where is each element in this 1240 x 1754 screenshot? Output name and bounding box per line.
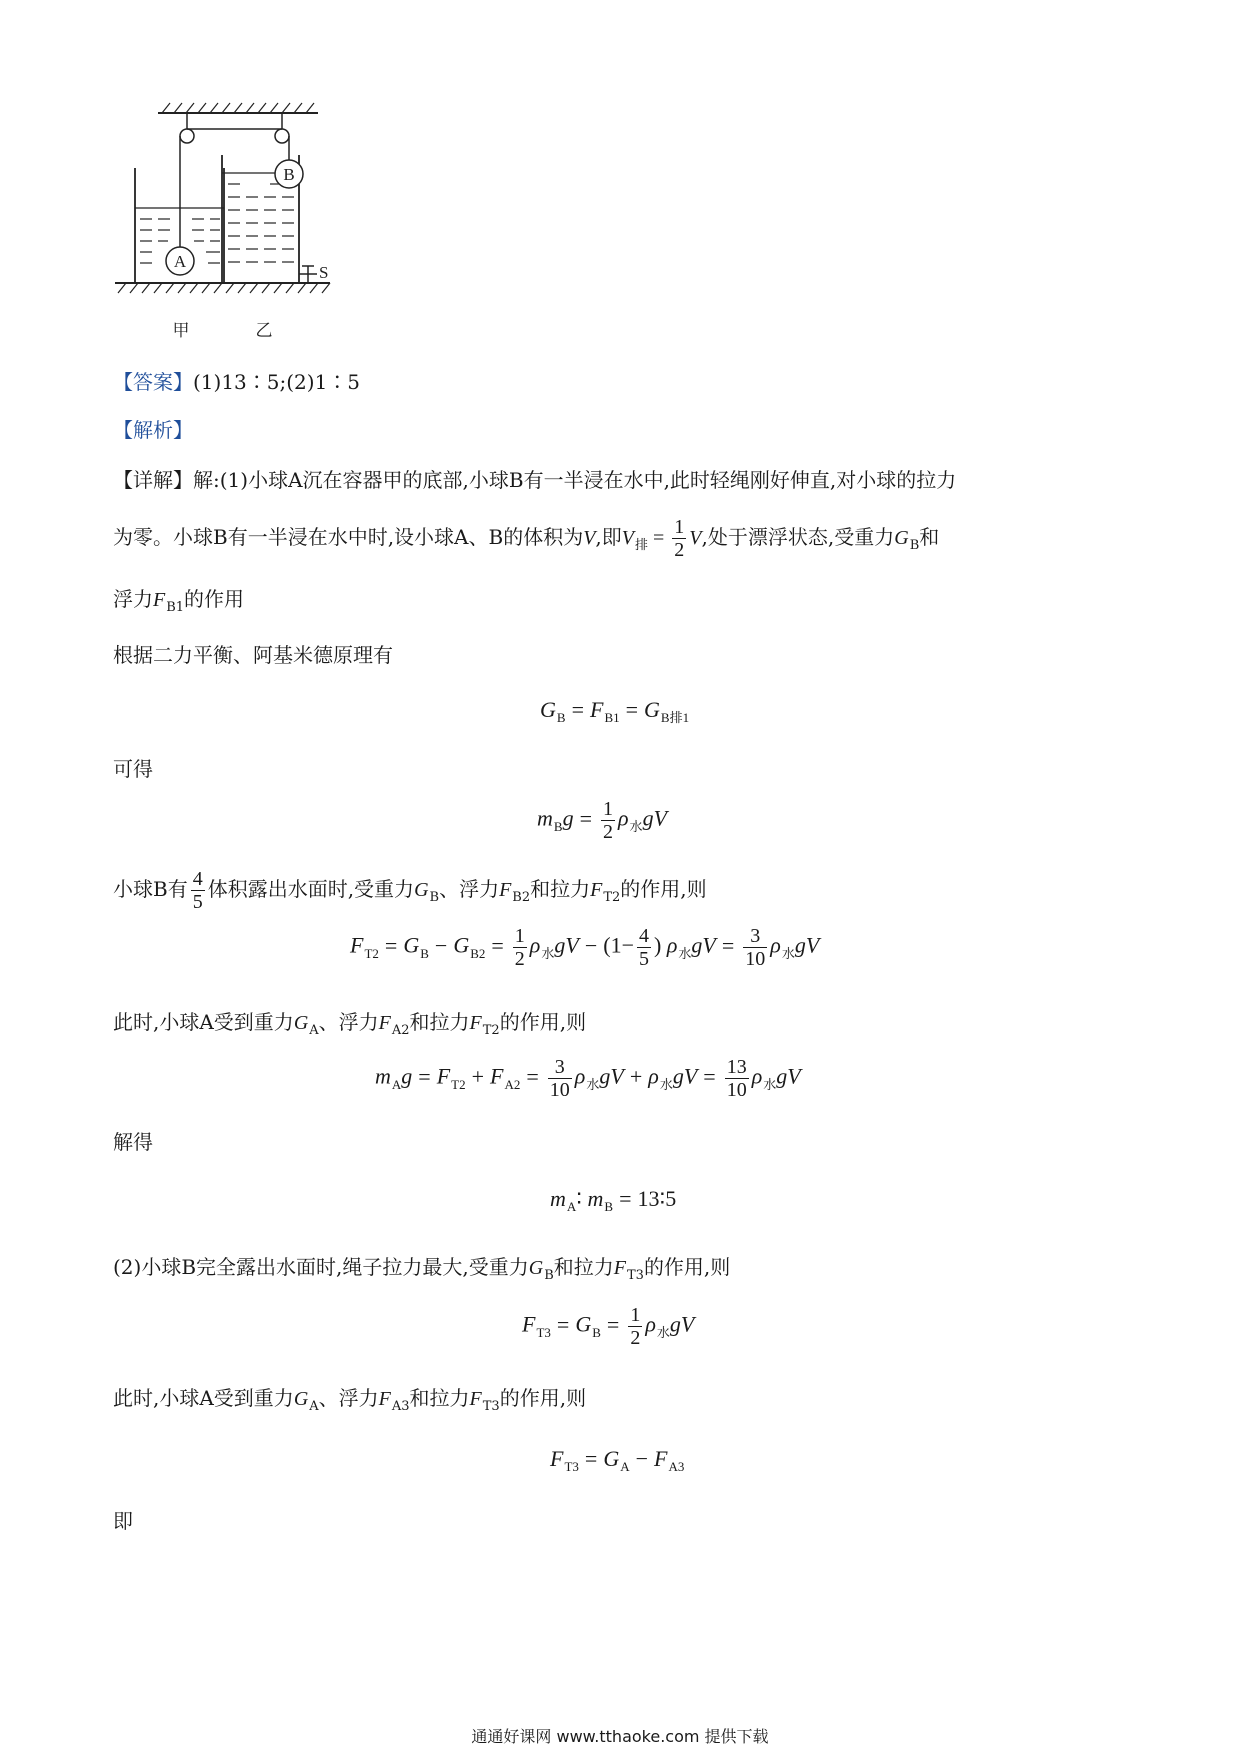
jiede-line: 解得	[113, 1130, 153, 1154]
ballb-text-b: 体积露出水面时,受重力	[207, 877, 415, 901]
container-yi-label: 乙	[255, 321, 273, 341]
fraction-half: $\frac{1}{2}$	[674, 516, 685, 561]
ball-a-label: A	[173, 252, 187, 271]
part2-text-b: 和拉力	[553, 1255, 614, 1279]
part2-line: (2)小球B完全露出水面时,绳子拉力最大,受重力$G_B$和拉力$F_{T3}$的作用,则	[113, 1255, 731, 1283]
answer-tag: 【答案】	[113, 370, 193, 394]
cishi2-text-c: 和拉力	[409, 1386, 470, 1410]
pulley-right	[275, 129, 289, 143]
detail-text-2a: 为零。小球B有一半浸在水中时,设小球A、B的体积为	[113, 525, 584, 549]
pulley-left	[180, 129, 194, 143]
analysis-tag: 【解析】	[113, 418, 193, 442]
sub-b2: B2	[512, 890, 531, 905]
cishi-line-2: 此时,小球A受到重力$G_A$、浮力$F_{A3}$和拉力$F_{T3}$的作用,则	[113, 1386, 587, 1414]
cishi1-text-a: 此时,小球A受到重力	[113, 1010, 294, 1034]
ji-line: 即	[113, 1509, 133, 1533]
cishi2-text-a: 此时,小球A受到重力	[113, 1386, 294, 1410]
sub-shui: 水	[656, 1324, 670, 1340]
part2-text-a: (2)小球B完全露出水面时,绳子拉力最大,受重力	[113, 1255, 529, 1279]
sub-t3: T3	[536, 1324, 551, 1340]
sub-b: B	[604, 1199, 614, 1214]
equation-5: $m_A∶$ $m_B$ = 13∶5	[550, 1186, 677, 1214]
cishi2-text-b: 、浮力	[318, 1386, 379, 1410]
sub-b1: B1	[604, 710, 620, 725]
sub-b2: B2	[470, 945, 486, 961]
sub-t3: T3	[482, 1399, 500, 1414]
ballb-text-d: 和拉力	[530, 877, 591, 901]
sub-b: B	[556, 710, 566, 725]
footer-text: 通通好课网 www.tthaoke.com 提供下载	[471, 1727, 769, 1746]
physics-diagram	[110, 100, 390, 350]
ball-b-label: B	[283, 165, 295, 184]
sub-shui: 水	[763, 1076, 777, 1092]
ballb-text-a: 小球B有	[113, 877, 188, 901]
equation-2: $m_Bg$ = $\frac{1}{2}$ $\rho_水gV$	[537, 798, 668, 843]
container-jia-label: 甲	[172, 321, 190, 341]
cishi1-text-c: 和拉力	[409, 1010, 470, 1034]
detail-line-2: 为零。小球B有一半浸在水中时,设小球A、B的体积为V,即$V_排$ = $\frac{1}{2}$ V,处于漂浮状态,受重力$G_B$和	[113, 516, 940, 561]
ballb-text-c: 、浮力	[439, 877, 500, 901]
answer-line	[113, 368, 360, 396]
sub-pai: 排	[635, 538, 649, 553]
detail-text-3b: 的作用	[184, 587, 245, 611]
sub-b1: B1	[166, 600, 185, 615]
sub-b: B	[553, 818, 563, 834]
sub-shui: 水	[541, 945, 555, 961]
detail-text-2b: ,即	[595, 525, 622, 549]
cishi1-text-d: 的作用,则	[499, 1010, 587, 1034]
sub-b: B	[429, 890, 440, 905]
sub-a: A	[309, 1399, 319, 1414]
equation-7: $F_{T3} = G_A - F_{A3}$	[550, 1446, 685, 1474]
detail-text-2d: 和	[919, 525, 940, 549]
detail-tag: 【详解】	[113, 468, 193, 492]
ballb-line: 小球B有 $\frac{4}{5}$ 体积露出水面时,受重力$G_B$、浮力$F_{B2}$和拉力$F_{T2}$的作用,则	[113, 868, 707, 913]
sub-b-pai-1: B排1	[660, 710, 690, 725]
sub-a: A	[566, 1199, 577, 1214]
basis-line: 根据二力平衡、阿基米德原理有	[113, 643, 393, 667]
sub-shui: 水	[659, 1076, 673, 1092]
sub-t3: T3	[564, 1459, 579, 1474]
sub-b: B	[544, 1268, 554, 1283]
sub-t2: T2	[451, 1076, 466, 1092]
sub-shui: 水	[678, 945, 692, 961]
sub-b: B	[592, 1324, 601, 1340]
sub-b: B	[909, 538, 920, 553]
valve-label: S	[319, 263, 329, 282]
sub-a2: A2	[504, 1076, 521, 1092]
equation-4: $m_Ag = F_{T2} + F_{A2}$ = $\frac{3}{10}$ $\rho_水gV + \rho_水gV$ = $\frac{13}{10}$ $\rho_水gV$	[375, 1056, 801, 1101]
part2-text-c: 的作用,则	[643, 1255, 731, 1279]
sub-a3: A3	[668, 1459, 685, 1474]
sub-t3: T3	[626, 1268, 644, 1283]
equation-3: $F_{T2} = G_B - G_{B2}$ = $\frac{1}{2}$ $\rho_水gV - (1-$ $\frac{4}{5}$ ) $\rho_水gV$ = $\frac{3}{10}$ $\rho_水gV$	[350, 925, 820, 970]
cishi-line-1: 此时,小球A受到重力$G_A$、浮力$F_{A2}$和拉力$F_{T2}$的作用,则	[113, 1010, 587, 1038]
sub-a3: A3	[391, 1399, 410, 1414]
sub-b: B	[420, 945, 429, 961]
sub-a: A	[620, 1459, 630, 1474]
detail-line-1	[113, 466, 956, 494]
kede-line: 可得	[113, 757, 153, 781]
detail-text-1: 解:(1)小球A沉在容器甲的底部,小球B有一半浸在水中,此时轻绳刚好伸直,对小球的拉力	[193, 468, 957, 492]
sub-t2: T2	[364, 945, 379, 961]
sub-shui: 水	[629, 818, 643, 834]
sub-a: A	[309, 1023, 319, 1038]
sub-t2: T2	[603, 890, 621, 905]
sub-t2: T2	[482, 1023, 500, 1038]
cishi1-text-b: 、浮力	[318, 1010, 379, 1034]
sub-a: A	[391, 1076, 402, 1092]
detail-text-3a: 浮力	[113, 587, 153, 611]
equation-1: $G_B = F_{B1} = G_{B排1}$	[540, 697, 690, 725]
cishi2-text-d: 的作用,则	[499, 1386, 587, 1410]
equation-6: $F_{T3} = G_B$ = $\frac{1}{2}$ $\rho_水gV$	[522, 1304, 695, 1349]
ballb-text-e: 的作用,则	[620, 877, 707, 901]
detail-text-2c: ,处于漂浮状态,受重力	[701, 525, 895, 549]
sub-shui: 水	[781, 945, 795, 961]
sub-shui: 水	[586, 1076, 600, 1092]
sub-a2: A2	[391, 1023, 410, 1038]
answer-text: (1)13∶5;(2)1∶5	[193, 370, 361, 394]
detail-line-3: 浮力$F_{B1}$的作用	[113, 587, 245, 615]
